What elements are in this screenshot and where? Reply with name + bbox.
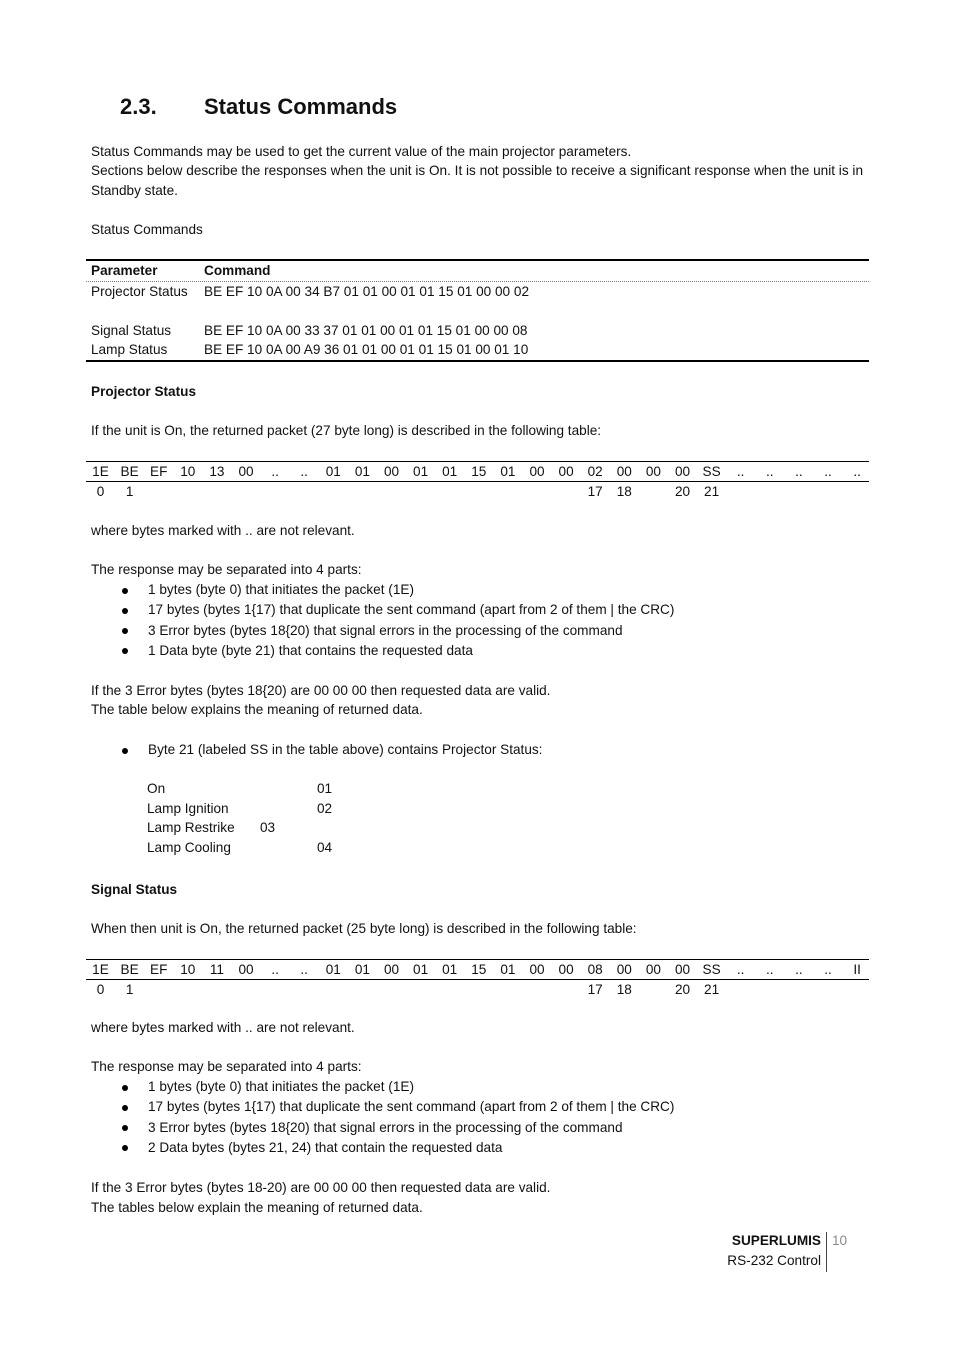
projector-byte-table [86, 461, 869, 501]
index-row [86, 482, 869, 501]
signal-packet-text: When then unit is On, the returned packet (25 byte long) is described in the following table: [91, 921, 637, 936]
byte-cell: 00 [645, 464, 661, 479]
byte-cell: 02 [587, 464, 603, 479]
row-parameter: Lamp Status [91, 342, 168, 357]
section-number: 2.3. [120, 94, 157, 119]
signal-valid-line-1: If the 3 Error bytes (bytes 18-20) are 00 00 00 then requested data are valid. [91, 1180, 551, 1195]
list-item: 3 Error bytes (bytes 18{20) that signal errors in the processing of the command [120, 1118, 674, 1138]
byte-cell: 13 [209, 464, 225, 479]
byte-cell: BE [120, 962, 139, 977]
projector-not-relevant: where bytes marked with .. are not relevant. [91, 523, 355, 538]
byte-cell: 01 [354, 962, 370, 977]
status-code: 03 [260, 820, 276, 835]
status-name: On [147, 781, 166, 796]
byte-index: 17 [587, 982, 603, 997]
byte-cell: .. [766, 464, 774, 479]
status-code: 04 [317, 840, 333, 855]
byte-index: 17 [587, 484, 603, 499]
byte-cell: 00 [529, 962, 545, 977]
byte-cell: 15 [471, 962, 487, 977]
byte21-list [120, 740, 542, 760]
byte-cell: 00 [616, 962, 632, 977]
row-parameter: Projector Status [91, 283, 188, 299]
byte-cell: 10 [180, 464, 196, 479]
byte-cell: 01 [413, 464, 429, 479]
byte-cell: 00 [238, 962, 254, 977]
byte-cell: .. [300, 464, 308, 479]
row-parameter: Signal Status [91, 322, 172, 338]
byte-cell: 00 [383, 962, 400, 977]
header-command: Command [204, 263, 271, 278]
list-item: 1 bytes (byte 0) that initiates the packet (1E) [120, 580, 674, 600]
signal-byte-table [86, 959, 869, 999]
table-row [86, 321, 869, 341]
page-number: 10 [832, 1233, 848, 1248]
projector-valid-line-2: The table below explains the meaning of returned data. [91, 702, 423, 717]
byte-cell: .. [271, 464, 279, 479]
byte-cell: .. [300, 962, 308, 977]
list-item: 2 Data bytes (bytes 21, 24) that contain the requested data [120, 1138, 674, 1158]
signal-not-relevant: where bytes marked with .. are not relevant. [91, 1020, 355, 1035]
byte-cell: 15 [471, 464, 487, 479]
status-command-table [86, 259, 869, 362]
byte-index: 1 [125, 982, 134, 997]
byte-cell: .. [824, 962, 832, 977]
byte-cell: 00 [645, 962, 661, 977]
list-item: Byte 21 (labeled SS in the table above) contains Projector Status: [120, 740, 542, 760]
byte-index: 21 [704, 982, 720, 997]
intro-line-1: Status Commands may be used to get the current value of the main projector parameters. [91, 144, 632, 159]
byte-cell: 01 [325, 464, 341, 479]
byte-row [86, 461, 869, 482]
signal-status-heading: Signal Status [91, 882, 178, 897]
byte-cell: 00 [383, 464, 400, 479]
section-title: Status Commands [204, 94, 398, 119]
footer-brand: SUPERLUMIS [731, 1233, 821, 1248]
byte-cell: 11 [209, 962, 224, 977]
signal-parts-list [120, 1077, 674, 1158]
command-table-header [86, 261, 869, 282]
list-item: 1 bytes (byte 0) that initiates the packet (1E) [120, 1077, 674, 1097]
byte-cell: EF [150, 962, 168, 977]
byte-index: 18 [616, 484, 632, 499]
status-code: 01 [317, 781, 333, 796]
byte-cell: II [853, 962, 861, 977]
byte-cell: .. [736, 962, 745, 977]
row-command: BE EF 10 0A 00 34 B7 01 01 00 01 01 15 01 00 00 02 [204, 283, 530, 299]
table-row [86, 340, 869, 360]
byte-index: 0 [96, 982, 105, 997]
byte-cell: SS [702, 962, 721, 977]
signal-valid-line-2: The tables below explain the meaning of returned data. [91, 1200, 423, 1215]
signal-parts-intro: The response may be separated into 4 parts: [91, 1059, 362, 1074]
status-code: 02 [317, 801, 333, 816]
byte-cell: .. [795, 464, 803, 479]
byte-cell: EF [150, 464, 168, 479]
byte-cell: 1E [92, 962, 109, 977]
status-name: Lamp Restrike [147, 820, 235, 835]
byte-cell: 01 [354, 464, 370, 479]
byte-cell: .. [853, 464, 861, 479]
status-name: Lamp Cooling [147, 840, 231, 855]
byte-cell: 10 [180, 962, 196, 977]
footer-subtitle: RS-232 Control [727, 1253, 821, 1268]
byte-row [86, 959, 869, 980]
byte-index: 20 [674, 982, 691, 997]
byte-cell: .. [824, 464, 832, 479]
section-heading [120, 92, 397, 122]
byte-cell: 00 [674, 464, 691, 479]
byte-index: 1 [125, 484, 134, 499]
byte-cell: 00 [616, 464, 632, 479]
footer-divider [826, 1232, 827, 1272]
byte-cell: 01 [325, 962, 341, 977]
byte-cell: 1E [92, 464, 109, 479]
byte-cell: SS [702, 464, 721, 479]
byte-cell: .. [766, 962, 774, 977]
byte-cell: 00 [558, 464, 574, 479]
list-item: 17 bytes (bytes 1{17) that duplicate the sent command (apart from 2 of them | the CRC) [120, 600, 674, 620]
intro-line-2: Sections below describe the responses when the unit is On. It is not possible to receive a significant response when the unit is in Standby state. [91, 163, 863, 198]
byte-cell: 00 [529, 464, 545, 479]
byte-cell: 00 [238, 464, 254, 479]
table-caption: Status Commands [91, 222, 203, 237]
projector-parts-intro: The response may be separated into 4 parts: [91, 562, 362, 577]
list-item: 1 Data byte (byte 21) that contains the requested data [120, 641, 674, 661]
projector-packet-text: If the unit is On, the returned packet (27 byte long) is described in the following table: [91, 423, 602, 438]
table-row [86, 282, 869, 321]
status-name: Lamp Ignition [147, 801, 229, 816]
byte-cell: 00 [674, 962, 691, 977]
byte-cell: .. [271, 962, 279, 977]
projector-status-heading: Projector Status [91, 384, 196, 399]
list-item: 3 Error bytes (bytes 18{20) that signal errors in the processing of the command [120, 621, 674, 641]
byte-cell: 01 [500, 962, 516, 977]
index-row [86, 980, 869, 999]
byte-index: 20 [674, 484, 691, 499]
byte-cell: BE [120, 464, 139, 479]
byte-index: 21 [704, 484, 720, 499]
byte-cell: 01 [413, 962, 429, 977]
byte-index: 0 [96, 484, 105, 499]
byte-cell: 01 [500, 464, 516, 479]
projector-valid-line-1: If the 3 Error bytes (bytes 18{20) are 00 00 00 then requested data are valid. [91, 683, 551, 698]
byte-cell: 08 [587, 962, 603, 977]
byte-cell: 00 [558, 962, 574, 977]
header-parameter: Parameter [91, 263, 158, 278]
projector-parts-list [120, 580, 674, 661]
list-item: 17 bytes (bytes 1{17) that duplicate the sent command (apart from 2 of them | the CRC) [120, 1097, 674, 1117]
byte-cell: .. [736, 464, 745, 479]
byte-index: 18 [616, 982, 632, 997]
byte-cell: 01 [442, 962, 458, 977]
byte-cell: .. [795, 962, 803, 977]
row-command: BE EF 10 0A 00 33 37 01 01 00 01 01 15 01 00 00 08 [204, 322, 528, 338]
byte-cell: 01 [442, 464, 458, 479]
row-command: BE EF 10 0A 00 A9 36 01 01 00 01 01 15 01 00 01 10 [204, 342, 529, 357]
